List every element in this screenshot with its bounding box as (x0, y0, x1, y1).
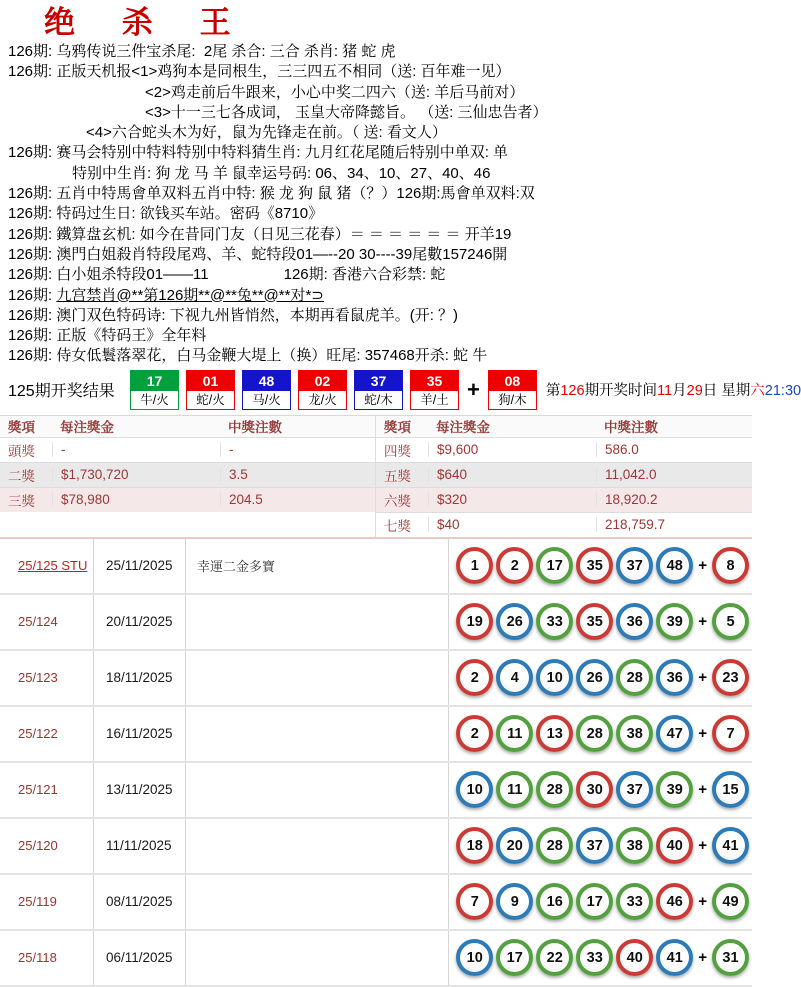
prediction-line (8, 286, 752, 306)
draw-result-row (0, 368, 801, 412)
lottery-ball: 46 (656, 883, 693, 920)
draw-balls (448, 931, 752, 985)
draw-balls (448, 707, 752, 761)
draw-note (185, 595, 448, 649)
prediction-line: 126期: 侍女低鬟落翠花，白马金鞭大堤上（换）旺尾: 357468开杀: 蛇 牛 (8, 347, 488, 365)
prize-units: 11,042.0 (596, 467, 752, 482)
lottery-ball: 13 (536, 715, 573, 752)
next-draw-segment: 126 (560, 383, 585, 400)
lottery-ball: 36 (656, 659, 693, 696)
prediction-line: <2>鸡走前后牛跟来，小心中奖二四六（送: 羊后马前对） (145, 83, 525, 101)
prediction-underlined-text: 九宫禁肖@**第126期**@**兔**@**对*⊃ (56, 286, 324, 304)
next-draw-segment: 29 (686, 383, 703, 400)
draw-date: 06/11/2025 (93, 931, 185, 985)
prize-amount: $1,730,720 (52, 467, 220, 482)
lottery-ball: 4 (496, 659, 533, 696)
prize-row (376, 488, 752, 513)
history-row (0, 763, 752, 819)
bonus-ball: 23 (712, 659, 749, 696)
lottery-page (0, 5, 801, 967)
result-number-box (186, 370, 235, 410)
lottery-ball: 35 (576, 547, 613, 584)
lottery-ball: 28 (576, 715, 613, 752)
prize-col-header: 獎項 (8, 420, 35, 436)
lottery-ball: 28 (616, 659, 653, 696)
zodiac-element-label: 蛇/木 (355, 391, 402, 409)
lottery-ball: 18 (456, 827, 493, 864)
predictions-block (0, 42, 752, 367)
draw-note (185, 651, 448, 705)
next-draw-segment: 期开奖时间 (584, 383, 658, 400)
lottery-ball: 20 (496, 827, 533, 864)
prize-col-header: 每注獎金 (436, 420, 490, 436)
lottery-ball: 37 (616, 771, 653, 808)
lottery-ball: 17 (496, 939, 533, 976)
history-row (0, 819, 752, 875)
prediction-line: <3>十一三七各成词， 玉皇大帝降懿旨。 （送: 三仙忠告者） (145, 103, 548, 121)
bonus-ball: 31 (712, 939, 749, 976)
lottery-ball: 33 (536, 603, 573, 640)
prediction-line: 126期: 澳门双色特码诗: 下视九州皆悄然，本期再看鼠虎羊。(开: ？) (8, 306, 459, 324)
lottery-ball: 28 (536, 827, 573, 864)
lottery-ball: 2 (456, 659, 493, 696)
draw-note (185, 819, 448, 873)
period-link: 25/123 (18, 670, 58, 686)
lottery-ball: 38 (616, 715, 653, 752)
lottery-ball: 48 (656, 547, 693, 584)
result-numbers (130, 370, 537, 410)
prize-tier: 五獎 (384, 468, 411, 484)
lottery-ball: 37 (576, 827, 613, 864)
prize-row (0, 488, 375, 512)
history-row (0, 651, 752, 707)
history-row (0, 875, 752, 931)
prize-units: 18,920.2 (596, 492, 752, 507)
zodiac-element-label: 牛/火 (131, 391, 178, 409)
next-draw-segment: 日 星期 (702, 383, 751, 400)
draw-balls (448, 651, 752, 705)
prize-tier: 二獎 (8, 468, 35, 484)
prize-row (376, 513, 752, 537)
prize-amount: $320 (428, 492, 596, 507)
prize-col-header: 中獎注數 (604, 420, 658, 436)
lottery-ball: 30 (576, 771, 613, 808)
prize-row (376, 463, 752, 488)
result-number: 02 (299, 371, 346, 391)
draw-balls (448, 595, 752, 649)
result-number: 17 (131, 371, 178, 391)
draw-note (185, 931, 448, 985)
prediction-line: 126期: 正版天机报<1>鸡狗本是同根生，三三四五不相同（送: 百年难一见） (8, 63, 511, 81)
bonus-ball: 15 (712, 771, 749, 808)
draw-balls (448, 819, 752, 873)
plus-sign: + (698, 725, 707, 743)
result-number: 35 (411, 371, 458, 391)
prize-tier: 三獎 (8, 493, 35, 509)
prize-units: 3.5 (220, 467, 375, 482)
prize-table-right (376, 416, 752, 537)
draw-note (185, 707, 448, 761)
lottery-ball: 10 (456, 771, 493, 808)
lottery-ball: 47 (656, 715, 693, 752)
result-number-box (488, 370, 537, 410)
prize-amount: $40 (428, 517, 596, 532)
lottery-ball: 36 (616, 603, 653, 640)
history-row (0, 595, 752, 651)
prize-row (0, 438, 375, 463)
prediction-line: 126期: 特码过生日: 欲钱买车站。密码《8710》 (8, 205, 324, 223)
result-number-box (298, 370, 347, 410)
draw-date: 08/11/2025 (93, 875, 185, 929)
lottery-ball: 11 (496, 771, 533, 808)
lottery-ball: 2 (496, 547, 533, 584)
lottery-ball: 38 (616, 827, 653, 864)
lottery-ball: 10 (536, 659, 573, 696)
lottery-ball: 26 (576, 659, 613, 696)
prize-tier: 七獎 (384, 518, 411, 534)
draw-date: 20/11/2025 (93, 595, 185, 649)
prize-amount: $640 (428, 467, 596, 482)
prize-amount: $78,980 (52, 492, 220, 507)
period-link: 25/119 (18, 894, 57, 910)
period-link: 25/124 (18, 614, 58, 630)
prediction-line: 126期: 正版《特码王》全年料 (8, 327, 207, 345)
prize-units: 586.0 (596, 442, 752, 457)
lottery-ball: 35 (576, 603, 613, 640)
lottery-ball: 11 (496, 715, 533, 752)
draw-balls (448, 539, 752, 593)
prize-col-header: 每注獎金 (60, 420, 114, 436)
history-row (0, 539, 752, 595)
zodiac-element-label: 羊/土 (411, 391, 458, 409)
prediction-line: <4>六合蛇头木为好，鼠为先锋走在前。（ 送: 看文人） (86, 124, 447, 142)
lottery-ball: 17 (536, 547, 573, 584)
prize-tier: 四獎 (384, 443, 411, 459)
prediction-line: 126期: 赛马会特别中特料特别中特料猜生肖: 九月红花尾随后特别中单双: 单 (8, 144, 509, 162)
period-link: 25/121 (18, 782, 58, 798)
result-number: 08 (489, 371, 536, 391)
lottery-ball: 1 (456, 547, 493, 584)
prediction-line: 126期: 乌鸦传说三件宝杀尾: 2尾 杀合: 三合 杀肖: 猪 蛇 虎 (8, 43, 396, 60)
zodiac-element-label: 狗/木 (489, 391, 536, 409)
plus-sign: + (698, 949, 707, 967)
draw-balls (448, 875, 752, 929)
plus-sign: + (698, 893, 707, 911)
page-title: 绝 杀 王 (44, 5, 249, 41)
prize-amount: - (52, 442, 220, 457)
zodiac-element-label: 马/火 (243, 391, 290, 409)
period-link: 25/122 (18, 726, 58, 742)
period-link: 25/120 (18, 838, 58, 854)
lottery-ball: 33 (576, 939, 613, 976)
lottery-ball: 10 (456, 939, 493, 976)
lottery-ball: 41 (656, 939, 693, 976)
plus-sign: + (698, 781, 707, 799)
prize-tier: 頭獎 (8, 443, 35, 459)
result-number-box (354, 370, 403, 410)
lottery-ball: 28 (536, 771, 573, 808)
next-draw-segment: 月 (672, 383, 687, 400)
prediction-line: 126期: 鐵算盘玄机: 如今在昔同门友（日见三花春）＝ ＝ ＝ ＝ ＝ ＝ 开羊19 (8, 225, 512, 243)
prize-units: 218,759.7 (596, 517, 752, 532)
bonus-ball: 5 (712, 603, 749, 640)
bonus-ball: 49 (712, 883, 749, 920)
next-draw-info (546, 379, 801, 400)
draw-date: 11/11/2025 (93, 819, 185, 873)
prize-tier: 六獎 (384, 493, 411, 509)
draw-balls (448, 763, 752, 817)
lottery-ball: 33 (616, 883, 653, 920)
bonus-ball: 8 (712, 547, 749, 584)
lottery-ball: 19 (456, 603, 493, 640)
plus-sign: + (698, 669, 707, 687)
lottery-ball: 7 (456, 883, 493, 920)
prediction-line: 126期: 澳門白姐殺肖特段尾鸡、羊、蛇特段01—--20 30----39尾數157246開 (8, 245, 508, 263)
lottery-ball: 40 (656, 827, 693, 864)
plus-sign: + (698, 613, 707, 631)
prize-col-header: 中獎注數 (228, 420, 282, 436)
plus-sign: + (698, 837, 707, 855)
next-draw-segment: 第 (545, 383, 561, 400)
bonus-ball: 41 (712, 827, 749, 864)
prize-units: 204.5 (220, 492, 375, 507)
prize-amount: $9,600 (428, 442, 596, 457)
history-row (0, 931, 752, 987)
period-link[interactable]: 25/125 STU (18, 558, 88, 574)
draw-note: 幸運二金多寶 (185, 539, 448, 593)
draw-date: 25/11/2025 (93, 539, 185, 593)
prize-col-header: 獎項 (384, 420, 411, 436)
prize-row (376, 438, 752, 463)
draw-date: 13/11/2025 (93, 763, 185, 817)
draw-note (185, 875, 448, 929)
lottery-ball: 16 (536, 883, 573, 920)
draw-note (185, 763, 448, 817)
result-number: 48 (243, 371, 290, 391)
bonus-ball: 7 (712, 715, 749, 752)
zodiac-element-label: 龙/火 (299, 391, 346, 409)
plus-sign: + (698, 557, 707, 575)
result-number: 01 (187, 371, 234, 391)
prediction-line: 126期: 白小姐杀特段01——11 126期: 香港六合彩禁: 蛇 (8, 266, 446, 284)
prize-table (0, 415, 752, 538)
lottery-ball: 26 (496, 603, 533, 640)
lottery-ball: 39 (656, 771, 693, 808)
lottery-ball: 2 (456, 715, 493, 752)
prize-header-row (0, 416, 375, 438)
lottery-ball: 17 (576, 883, 613, 920)
next-draw-segment: 六 (750, 383, 765, 400)
plus-sign: + (467, 376, 480, 402)
prize-header-row (376, 416, 752, 438)
lottery-ball: 39 (656, 603, 693, 640)
prediction-line: 126期: 五肖中特馬會单双料五肖中特: 猴 龙 狗 鼠 猪（？）126期:馬會单双料:双 (8, 185, 535, 203)
zodiac-element-label: 蛇/火 (187, 391, 234, 409)
result-number-box (242, 370, 291, 410)
result-label: 125期开奖结果 (8, 383, 115, 401)
result-number-box (410, 370, 459, 410)
next-draw-segment: 11 (657, 383, 673, 400)
period-link: 25/118 (18, 950, 57, 966)
lottery-ball: 22 (536, 939, 573, 976)
history-row (0, 707, 752, 763)
prize-table-left (0, 416, 376, 537)
prize-row (0, 463, 375, 488)
draw-date: 16/11/2025 (93, 707, 185, 761)
lottery-ball: 40 (616, 939, 653, 976)
history-table (0, 538, 752, 987)
result-number-box (130, 370, 179, 410)
draw-date: 18/11/2025 (93, 651, 185, 705)
next-draw-segment: 21:30 (764, 383, 801, 400)
prize-units: - (220, 442, 375, 457)
lottery-ball: 9 (496, 883, 533, 920)
result-number: 37 (355, 371, 402, 391)
prediction-line: 特别中生肖: 狗 龙 马 羊 鼠幸运号码: 06、34、10、27、40、46 (72, 164, 491, 182)
prediction-prefix: 126期: (8, 286, 57, 304)
lottery-ball: 37 (616, 547, 653, 584)
